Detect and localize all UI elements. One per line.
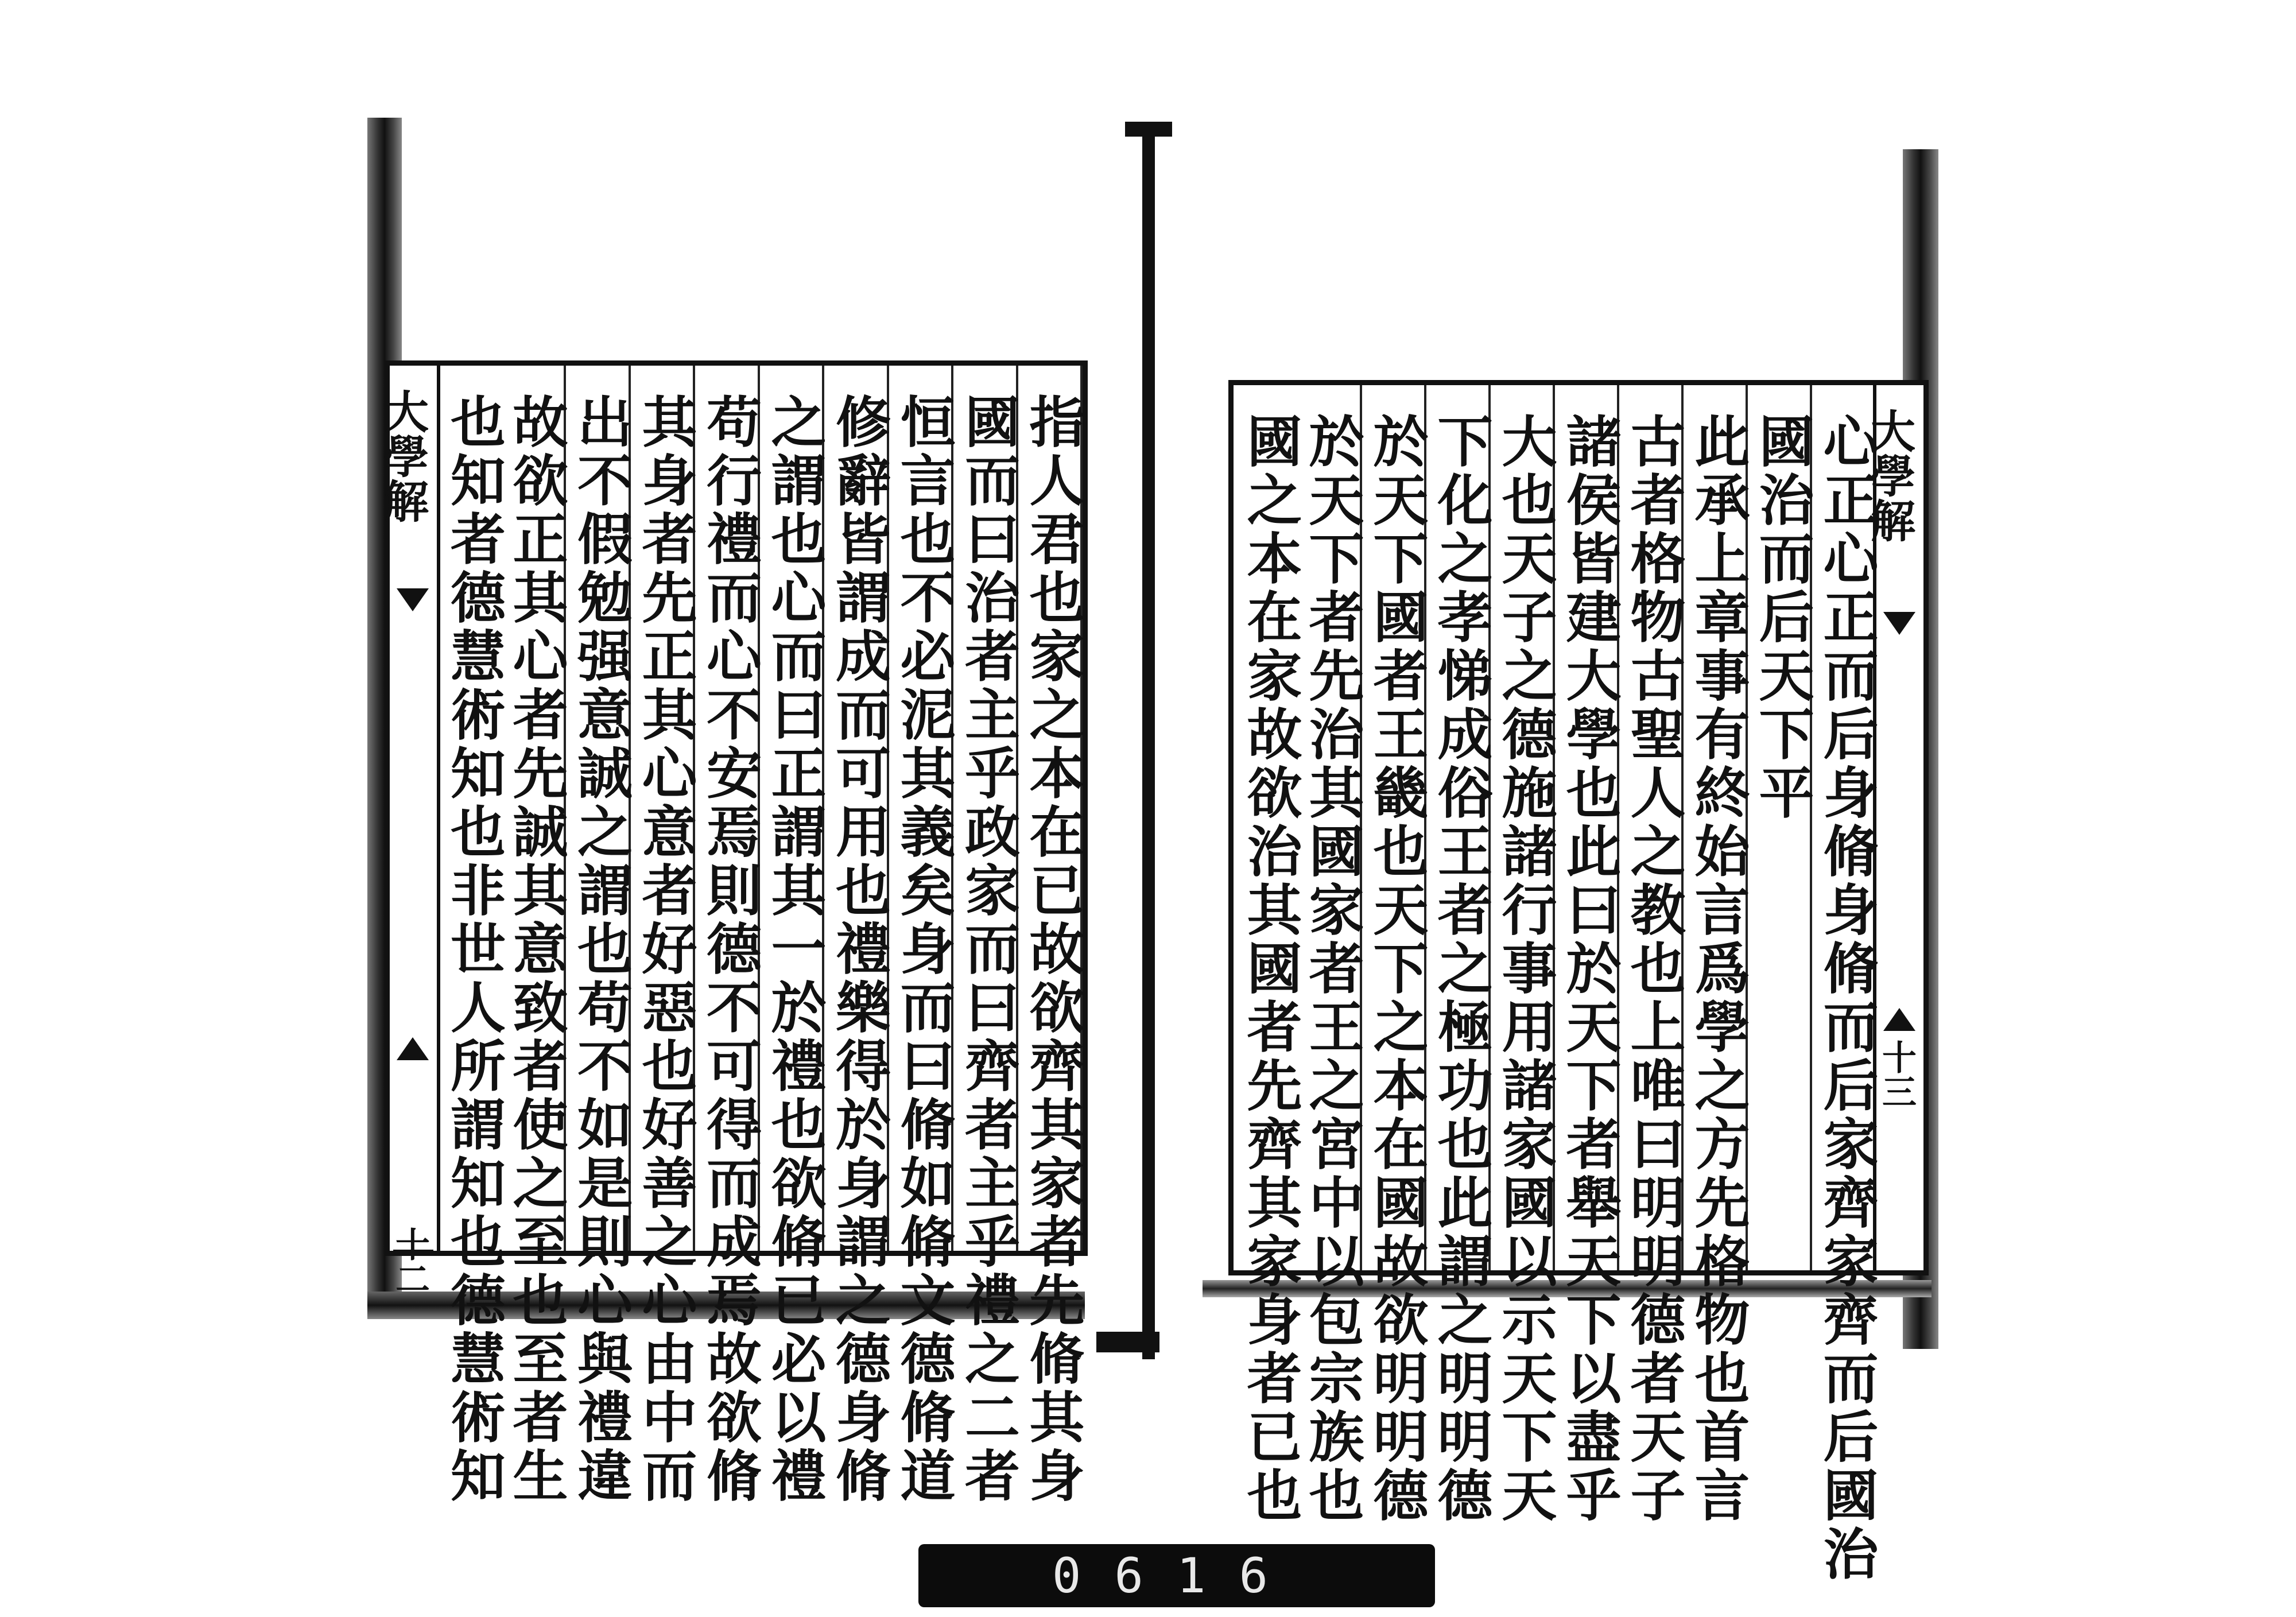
text-column-content: 古者格物古聖人之教也上唯曰明明德者天子 bbox=[1622, 413, 1686, 1525]
text-column bbox=[566, 366, 634, 1506]
text-column-content: 下化之孝悌成俗王者之極功也此謂之明明德 bbox=[1429, 413, 1494, 1525]
text-column-content: 苟行禮而心不安焉則德不可得而成焉故欲脩 bbox=[697, 393, 763, 1506]
text-column-content: 故欲正其心者先誠其意致者使之至也至者生 bbox=[504, 393, 569, 1506]
text-column-content: 國治而后天下平 bbox=[1750, 413, 1815, 823]
text-column bbox=[953, 366, 1021, 1506]
center-fold-bottom-bar bbox=[1096, 1332, 1159, 1352]
center-fold-line bbox=[1142, 131, 1155, 1359]
left-page-margin-strip bbox=[377, 366, 440, 1296]
text-column-content: 出不假勉强意誠之謂也苟不如是則心與禮違 bbox=[568, 393, 634, 1506]
text-column bbox=[1684, 385, 1751, 1525]
text-column-content: 也知者德慧術知也非世人所謂知也德慧術知 bbox=[441, 393, 507, 1506]
right-page-text-area bbox=[1234, 385, 1879, 1584]
text-column bbox=[1362, 385, 1429, 1525]
left-page-frame bbox=[377, 360, 1088, 1506]
book-title-label: 大學解 bbox=[377, 389, 429, 523]
text-column-content: 之謂也心而曰正謂其一於禮也欲脩已必以禮 bbox=[762, 393, 827, 1506]
text-column bbox=[437, 366, 507, 1506]
text-column bbox=[695, 366, 763, 1506]
book-title-label-right: 大學解 bbox=[1863, 408, 1915, 542]
text-column-content: 諸侯皆建大學也此曰於天下者舉天下以盡乎 bbox=[1557, 413, 1622, 1525]
right-page-margin-strip bbox=[1863, 385, 1923, 1270]
right-page-frame bbox=[1228, 380, 1929, 1584]
right-leaf-number: 十三 bbox=[1876, 1040, 1917, 1108]
text-column-content: 於天下者先治其國家者王之宮中以包宗族也 bbox=[1300, 413, 1365, 1525]
text-column bbox=[1619, 385, 1686, 1525]
text-column bbox=[889, 366, 956, 1506]
archive-number-tag: 0616 bbox=[918, 1544, 1435, 1607]
text-column-content: 大也天子之德施諸行事用諸家國以示天下天 bbox=[1493, 413, 1558, 1525]
text-column-content: 指人君也家之本在已故欲齊其家者先脩其身 bbox=[1021, 393, 1085, 1506]
text-column bbox=[1298, 385, 1365, 1525]
left-leaf-number: 十二 bbox=[390, 1227, 430, 1296]
fish-tail-mark-upper bbox=[397, 588, 429, 611]
text-column bbox=[760, 366, 827, 1506]
fish-tail-mark-lower bbox=[397, 1037, 429, 1060]
text-column-content: 心正心正而后身脩身脩而后家齊家齊而后國治 bbox=[1814, 413, 1879, 1584]
text-column bbox=[1555, 385, 1622, 1525]
text-column bbox=[1018, 366, 1085, 1506]
left-page-text-area bbox=[437, 366, 1085, 1506]
text-column bbox=[502, 366, 569, 1506]
text-column-content: 國之本在家故欲治其國者先齊其家身者已也 bbox=[1238, 413, 1303, 1525]
text-column-content: 此承上章事有終始言爲學之方先格物也首言 bbox=[1686, 413, 1751, 1525]
text-column-content: 國而曰治者主乎政家而曰齊者主乎禮之二者 bbox=[956, 393, 1021, 1506]
text-column-content: 於天下國者王畿也天下之本在國故欲明明德 bbox=[1364, 413, 1429, 1525]
text-column bbox=[631, 366, 698, 1506]
text-column bbox=[1748, 385, 1815, 1270]
text-column bbox=[1234, 385, 1303, 1525]
center-fold-top-bar bbox=[1125, 122, 1172, 137]
text-column-content: 其身者先正其心意者好惡也好善之心由中而 bbox=[633, 393, 698, 1506]
text-column bbox=[1491, 385, 1558, 1525]
text-column bbox=[1426, 385, 1494, 1525]
text-column bbox=[824, 366, 892, 1506]
fish-tail-mark-upper-right bbox=[1883, 612, 1915, 635]
text-column-content: 恒言也不必泥其義矣身而曰脩如脩文德脩道 bbox=[891, 393, 956, 1506]
text-column-content: 修辭皆謂成而可用也禮樂得於身謂之德身脩 bbox=[827, 393, 892, 1506]
fish-tail-mark-lower-right bbox=[1883, 1008, 1915, 1031]
